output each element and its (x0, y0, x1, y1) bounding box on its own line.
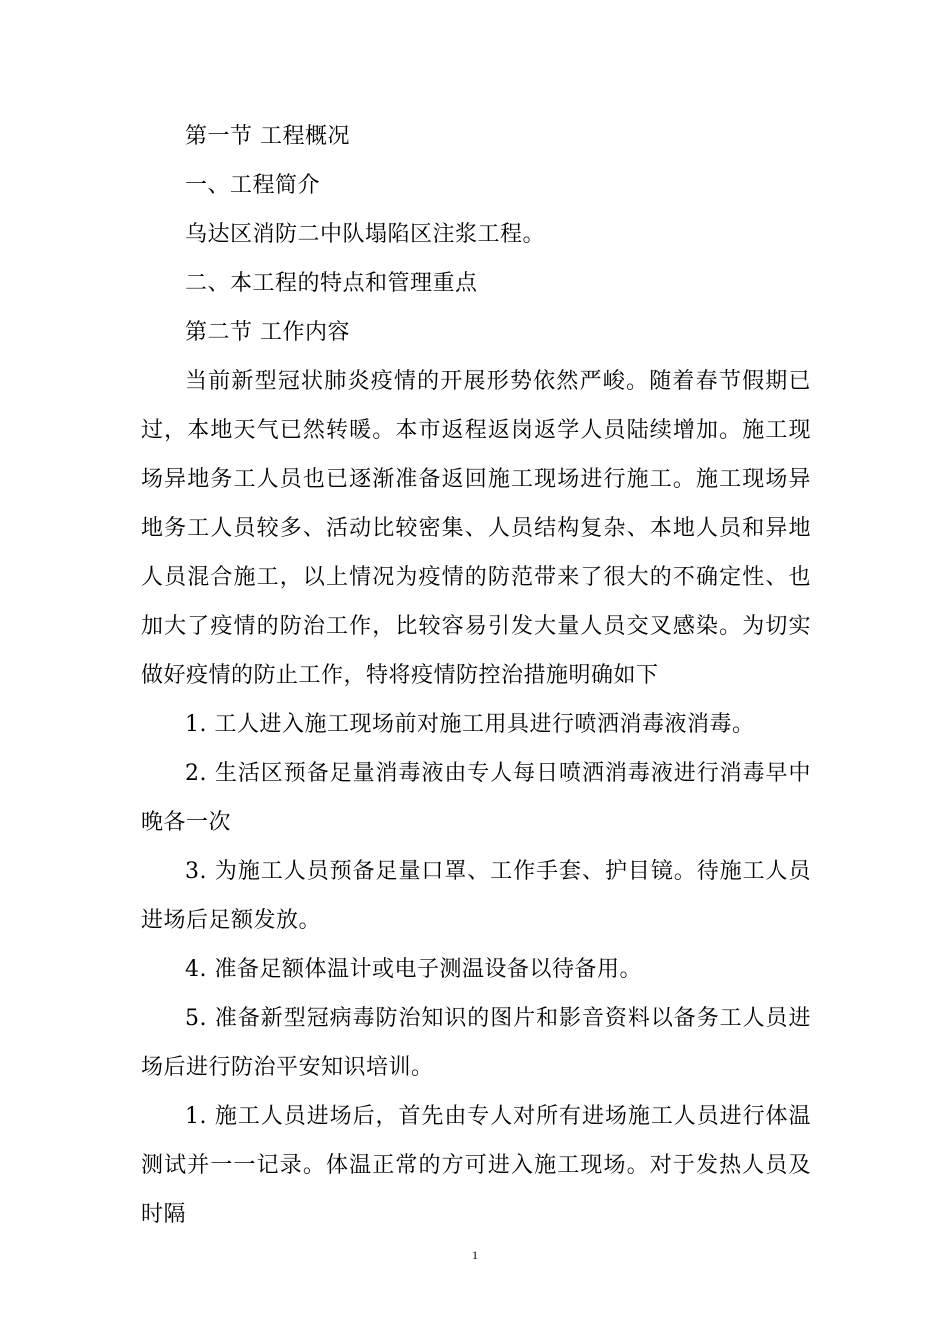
paragraph-background: 当前新型冠状肺炎疫情的开展形势依然严峻。随着春节假期已过，本地天气已然转暖。本市返程返岗返学人员陆续增加。施工现场异地务工人员也已逐渐准备返回施工现场进行施工。施工现场异地务工人员较多、活动比较密集、人员结构复杂、本地人员和异地人员混合施工，以上情况为疫情的防范带来了很大的不确定性、也加大了疫情的防治工作，比较容易引发大量人员交叉感染。为切实做好疫情的防止工作，特将疫情防控治措施明确如下 (141, 369, 811, 688)
list-item-3: 3. 为施工人员预备足量口罩、工作手套、护目镜。待施工人员进场后足额发放。 (141, 859, 811, 933)
page-number: 1 (472, 1248, 478, 1262)
list-item-4: 4. 准备足额体温计或电子测温设备以待备用。 (185, 957, 642, 982)
list-item-5: 5. 准备新型冠病毒防治知识的图片和影音资料以备务工人员进场后进行防治平安知识培训。 (141, 1006, 811, 1080)
section-heading-2: 第二节 工作内容 (185, 320, 350, 345)
section-heading-1: 第一节 工程概况 (185, 124, 350, 149)
paragraph-project-name: 乌达区消防二中队塌陷区注浆工程。 (185, 222, 546, 247)
list-item-1: 1. 工人进入施工现场前对施工用具进行喷洒消毒液消毒。 (185, 712, 755, 737)
list-item-6: 1. 施工人员进场后，首先由专人对所有进场施工人员进行体温测试并一一记录。体温正常的方可进入施工现场。对于发热人员及时隔 (141, 1104, 811, 1227)
subheading-features: 二、本工程的特点和管理重点 (185, 271, 478, 296)
subheading-project-intro: 一、工程简介 (185, 173, 321, 198)
list-item-2: 2. 生活区预备足量消毒液由专人每日喷洒消毒液进行消毒早中晚各一次 (141, 761, 811, 835)
document-body (141, 112, 811, 1239)
